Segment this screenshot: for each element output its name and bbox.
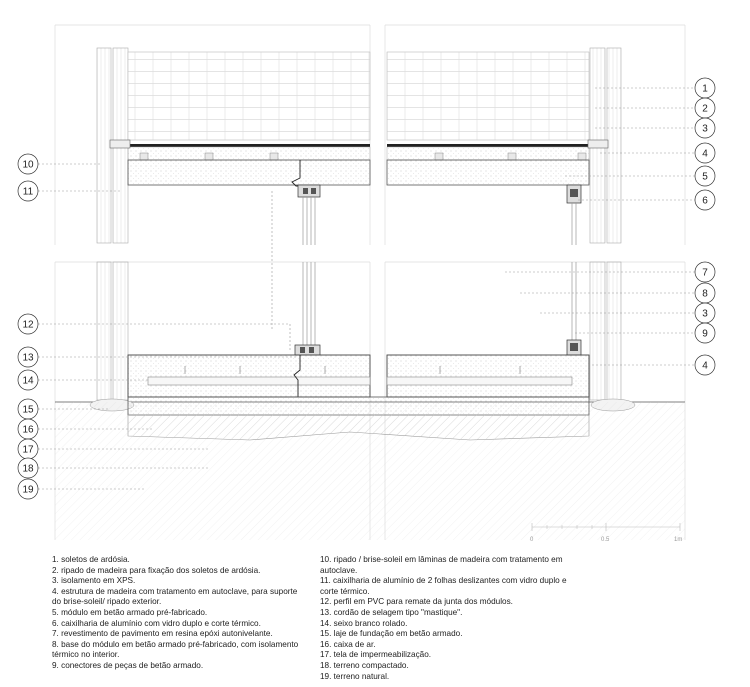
callout-number: 8 (702, 288, 708, 300)
module-base-left (128, 355, 370, 397)
brise-soleil-left-bottom (97, 262, 111, 400)
concrete-module-top-right (387, 160, 589, 185)
callout-left-2 (18, 181, 38, 201)
callout-number: 17 (22, 444, 34, 456)
callouts-left (18, 154, 38, 499)
legend-item: 12. perfil em PVC para remate da junta dos módulos. (320, 597, 513, 607)
brise-soleil-right-bottom (590, 262, 605, 400)
legend-item: 6. caixilharia de alumínio com vidro duplo e corte térmico. (52, 618, 261, 628)
legend-item: 5. módulo em betão armado pré-fabricado. (52, 607, 208, 617)
sliding-window-frame-top (298, 185, 320, 245)
legend-item: 19. terreno natural. (320, 671, 390, 681)
legend-item: 1. soletos de ardósia. (52, 555, 130, 564)
callout-number: 12 (22, 319, 34, 331)
legend-left-column (52, 555, 302, 672)
legend-right-column (320, 555, 582, 682)
scale-label-mid: 0.5 (601, 537, 610, 543)
brise-soleil-left-top (97, 48, 111, 243)
legend-item: 16. caixa de ar. (320, 639, 376, 649)
callout-right-6 (695, 190, 715, 210)
legend-item: 17. tela de impermeabilização. (320, 650, 432, 660)
callout-number: 9 (702, 328, 708, 340)
callout-number: 2 (702, 103, 708, 115)
callout-left-10 (18, 479, 38, 499)
scale-label-end: 1m (674, 537, 683, 543)
callout-left-3 (18, 314, 38, 334)
callout-number: 14 (22, 375, 34, 387)
callout-left-7 (18, 419, 38, 439)
callout-number: 18 (22, 463, 34, 475)
legend-item: 9. conectores de peças de betão armado. (52, 660, 204, 670)
bottom-section (55, 262, 685, 540)
callouts-right (695, 78, 715, 375)
legend-item: 15. laje de fundação em betão armado. (320, 629, 463, 639)
callout-left-1 (18, 154, 38, 174)
callout-right-11 (695, 355, 715, 375)
xps-insulation-top-left (128, 147, 370, 160)
callout-number: 3 (702, 123, 708, 135)
callout-number: 13 (22, 352, 34, 364)
callout-number: 16 (22, 424, 34, 436)
legend-item: 11. caixilharia de alumínio de 2 folhas deslizantes com vidro duplo e corte térmico. (320, 576, 567, 596)
legend-item: 7. revestimento de pavimento em resina epóxi autonivelante. (52, 629, 273, 639)
callout-right-10 (695, 323, 715, 343)
callout-right-8 (695, 283, 715, 303)
callout-right-5 (695, 166, 715, 186)
callout-number: 4 (702, 360, 708, 372)
module-base-right (387, 355, 589, 397)
callout-right-7 (695, 262, 715, 282)
scale-label-start: 0 (530, 537, 534, 543)
legend-item: 14. seixo branco rolado. (320, 618, 408, 628)
legend-item: 4. estrutura de madeira com tratamento em autoclave, para suporte do brise-soleil/ ripado exterior. (52, 586, 298, 607)
callout-right-3 (695, 118, 715, 138)
concrete-module-top-left (128, 160, 370, 185)
callout-number: 11 (22, 186, 34, 198)
callout-number: 1 (702, 83, 708, 95)
callout-left-4 (18, 347, 38, 367)
callout-number: 4 (702, 148, 708, 160)
natural-terrain (55, 402, 685, 540)
callout-right-9 (695, 303, 715, 323)
callout-number: 10 (22, 159, 34, 171)
callout-right-1 (695, 78, 715, 98)
callout-number: 7 (702, 267, 708, 279)
legend-item: 8. base do módulo em betão armado pré-fabricado, com isolamento térmico no interior. (52, 639, 299, 660)
callout-number: 5 (702, 171, 708, 183)
legend-item: 10. ripado / brise-soleil em lâminas de madeira com tratamento em autoclave. (320, 555, 563, 575)
callout-number: 3 (702, 308, 708, 320)
callout-number: 19 (22, 484, 34, 496)
slate-roof-right (387, 52, 589, 140)
callout-right-4 (695, 143, 715, 163)
window-frame-right-top (567, 185, 581, 245)
legend-item: 13. cordão de selagem tipo "mastique". (320, 607, 463, 617)
callout-number: 6 (702, 195, 708, 207)
callout-left-5 (18, 370, 38, 390)
slate-roof-left (128, 52, 370, 140)
callout-left-9 (18, 458, 38, 478)
legend-item: 18. terreno compactado. (320, 660, 409, 670)
legend-item: 2. ripado de madeira para fixação dos soletos de ardósia. (52, 565, 261, 575)
xps-insulation-top-right (387, 147, 589, 160)
legend-item: 3. isolamento em XPS. (52, 576, 136, 586)
callout-number: 15 (22, 404, 34, 416)
top-section (55, 25, 685, 245)
callout-right-2 (695, 98, 715, 118)
callout-left-8 (18, 439, 38, 459)
callout-left-6 (18, 399, 38, 419)
